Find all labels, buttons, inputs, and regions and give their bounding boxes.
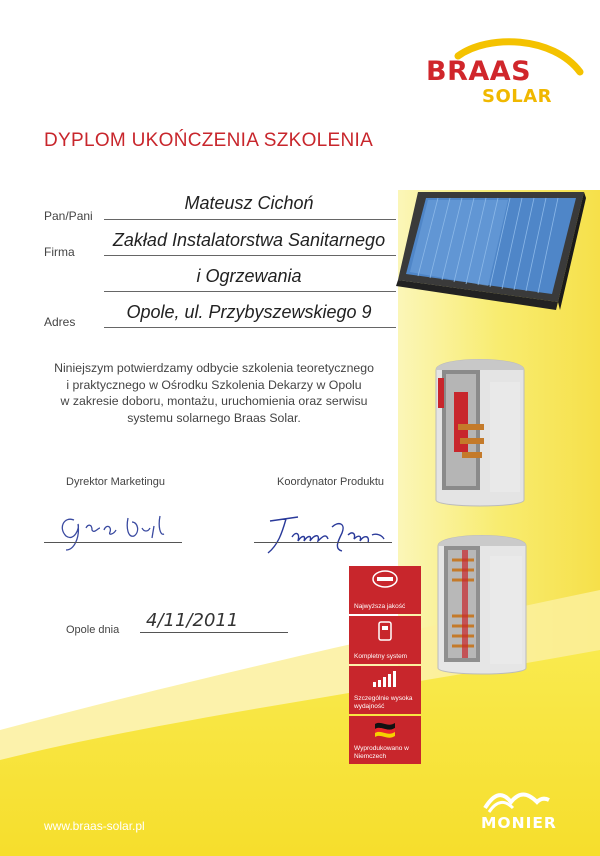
product-coordinator-line [254,542,392,543]
address-line [104,327,396,328]
logo-sub-text: SOLAR [482,86,553,107]
solar-tank-image [432,352,528,510]
body-line: Niniejszym potwierdzamy odbycie szkolenia teoretycznego [54,361,374,375]
logo-brand-text: BRAAS [426,56,532,87]
page-title: DYPLOM UKOŃCZENIA SZKOLENIA [44,130,374,151]
solar-tank-image [434,530,530,678]
marketing-director-line [44,542,182,543]
company-value-line-1: Zakład Instalatorstwa Sanitarnego [112,230,386,250]
product-coordinator-signature [258,505,398,560]
company-label: Firma [44,245,75,259]
certificate-body [44,360,384,426]
badge-made-in-germany [349,716,421,764]
date-label: Opole dnia [66,624,120,636]
body-line: w zakresie doboru, montażu, uruchomienia oraz serwisu [60,394,368,408]
badge-label: Kompletny system [354,652,408,660]
name-label: Pan/Pani [44,209,93,223]
badge-label: Szczególnie wysoka wydajność [354,695,413,710]
date-line [140,632,288,633]
footer-url: www.braas-solar.pl [44,819,145,833]
solar-panel-image [388,190,588,340]
monier-logo [481,786,557,836]
braas-seal-icon [371,570,399,588]
company-value-line-2: i Ogrzewania [196,266,302,286]
address-value: Opole, ul. Przybyszewskiego 9 [126,302,372,322]
braas-solar-logo [418,28,588,108]
badge-label: Wyprodukowano w Niemczech [354,745,409,760]
flag-icon [371,720,399,738]
name-line [104,219,396,220]
system-icon [371,620,399,642]
company-line-1 [104,255,396,256]
badge-complete-system [349,616,421,664]
date-value: 4/11/2011 [146,610,239,631]
product-coordinator-label: Koordynator Produktu [277,476,385,488]
address-label: Adres [44,315,76,329]
marketing-director-signature [44,498,194,558]
name-value: Mateusz Cichoń [184,193,314,213]
monier-text: MONIER [481,814,557,832]
marketing-director-label: Dyrektor Marketingu [66,476,166,488]
badge-label: Najwyższa jakość [354,602,406,610]
roof-wave-icon [481,786,551,814]
badge-highest-quality [349,566,421,614]
company-line-2 [104,291,396,292]
body-line: systemu solarnego Braas Solar. [127,410,301,425]
badge-high-efficiency [349,666,421,714]
body-line: i praktycznego w Ośrodku Szkolenia Dekarzy w Opolu [66,377,362,392]
bars-icon [371,670,399,688]
